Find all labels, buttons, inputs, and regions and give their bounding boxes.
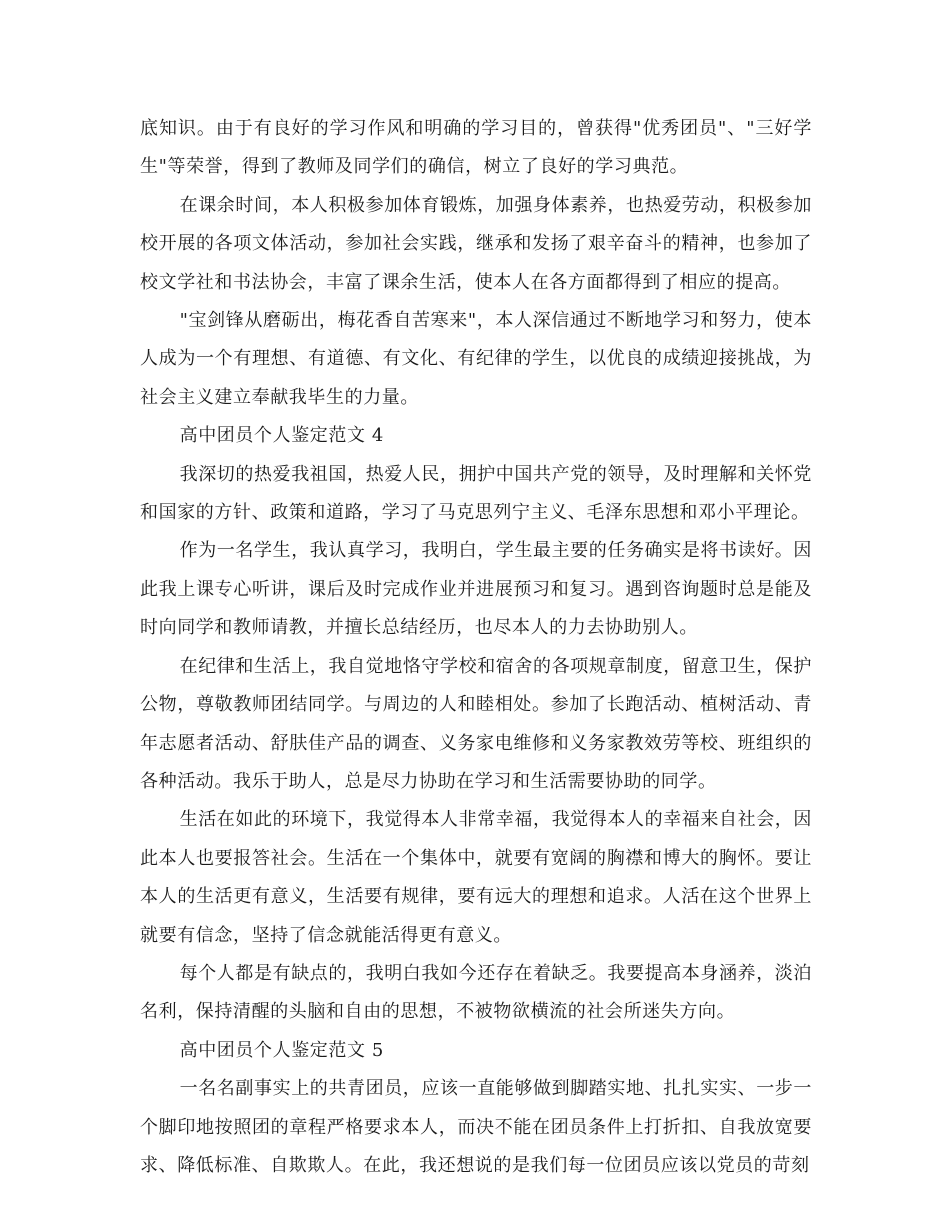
paragraph-life: 生活在如此的环境下，我觉得本人非常幸福，我觉得本人的幸福来自社会，因此本人也要报答社会。生活在一个集体中，就要有宽阔的胸襟和博大的胸怀。要让本人的生活更有意义，生活要有规律，要有远大的理想和追求。人活在这个世界上就要有信念，坚持了信念就能活得更有意义。 (140, 809, 812, 946)
paragraph-continued: 底知识。由于有良好的学习作风和明确的学习目的，曾获得"优秀团员"、"三好学生"等荣誉，得到了教师及同学们的确信，树立了良好的学习典范。 (140, 118, 812, 178)
paragraph-shortcomings: 每个人都是有缺点的，我明白我如今还存在着缺乏。我要提高本身涵养，淡泊名利，保持清醒的头脑和自由的思想，不被物欲横流的社会所迷失方向。 (140, 962, 812, 1023)
paragraph-league-member: 一名名副事实上的共青团员，应该一直能够做到脚踏实地、扎扎实实、一步一个脚印地按照团的章程严格要求本人，而决不能在团员条件上打折扣、自我放宽要求、降低标准、自欺欺人。在此，我还想说的是我们每一位团员应该以党员的苛刻 (140, 1078, 812, 1176)
paragraph-quote: "宝剑锋从磨砺出，梅花香自苦寒来"，本人深信通过不断地学习和努力，使本人成为一个有理想、有道德、有文化、有纪律的学生，以优良的成绩迎接挑战，为社会主义建立奉献我毕生的力量。 (140, 310, 812, 408)
document-body (140, 110, 812, 1185)
paragraph-patriotism: 我深切的热爱我祖国，热爱人民，拥护中国共产党的领导，及时理解和关怀党和国家的方针、政策和道路，学习了马克思列宁主义、毛泽东思想和邓小平理论。 (140, 463, 812, 524)
section-heading-4: 高中团员个人鉴定范文 4 (179, 425, 384, 447)
paragraph-extracurricular: 在课余时间，本人积极参加体育锻炼，加强身体素养，也热爱劳动，积极参加校开展的各项文体活动，参加社会实践，继承和发扬了艰辛奋斗的精神，也参加了校文学社和书法协会，丰富了课余生活，使本人在各方面都得到了相应的提高。 (140, 194, 812, 293)
paragraph-study: 作为一名学生，我认真学习，我明白，学生最主要的任务确实是将书读好。因此我上课专心听讲，课后及时完成作业并进展预习和复习。遇到咨询题时总是能及时向同学和教师请教，并擅长总结经历，也尽本人的力去协助别人。 (140, 540, 812, 639)
section-heading-5: 高中团员个人鉴定范文 5 (179, 1039, 384, 1061)
paragraph-discipline: 在纪律和生活上，我自觉地恪守学校和宿舍的各项规章制度，留意卫生，保护公物，尊敬教师团结同学。与周边的人和睦相处。参加了长跑活动、植树活动、青年志愿者活动、舒肤佳产品的调查、义务家电维修和义务家教效劳等校、班组织的各种活动。我乐于助人，总是尽力协助在学习和生活需要协助的同学。 (140, 655, 812, 792)
